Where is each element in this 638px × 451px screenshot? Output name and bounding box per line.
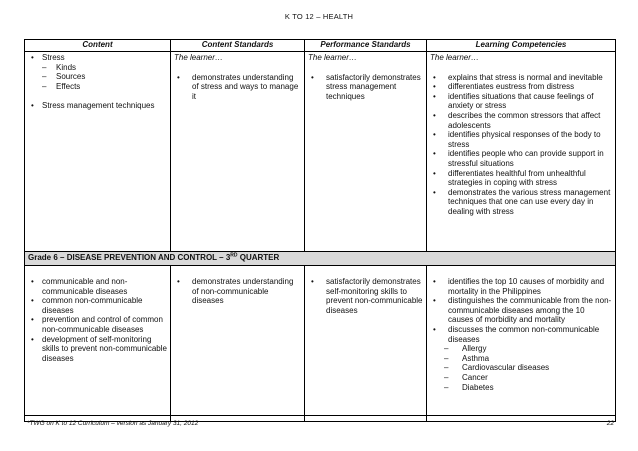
curriculum-table <box>24 39 616 422</box>
content-cell <box>25 52 171 252</box>
list-item: • demonstrates the various stress management techniques that one can use every day in dealing with stress <box>430 188 612 217</box>
content-standards-cell <box>171 52 305 252</box>
page-number: 22 <box>606 420 614 427</box>
list-item: – Cancer <box>430 373 612 383</box>
list-item: • explains that stress is normal and inevitable <box>430 73 612 83</box>
table-row <box>25 52 616 252</box>
list-item: – Effects <box>28 82 167 92</box>
page-title: K TO 12 – HEALTH <box>284 12 354 21</box>
list-item: • development of self-monitoring skills to prevent non-communicable diseases <box>28 335 167 364</box>
performance-standards-cell <box>305 266 427 422</box>
list-item: • identifies situations that cause feelings of anxiety or stress <box>430 92 612 111</box>
grade-section-heading <box>25 252 616 266</box>
list-item: – Asthma <box>430 354 612 364</box>
grade-section-row <box>25 252 616 266</box>
list-item: • Stress <box>28 53 167 63</box>
lead-text: The learner… <box>174 53 223 62</box>
footer-divider <box>24 415 615 416</box>
list-item: – Kinds <box>28 63 167 73</box>
table-row <box>25 266 616 422</box>
grade-heading-suffix: QUARTER <box>237 253 280 262</box>
list-item: – Sources <box>28 72 167 82</box>
list-item: • common non-communicable diseases <box>28 296 167 315</box>
list-item: – Cardiovascular diseases <box>430 363 612 373</box>
content-standards-cell <box>171 266 305 422</box>
list-item: – Allergy <box>430 344 612 354</box>
list-item: • differentiates healthful from unhealthful strategies in coping with stress <box>430 169 612 188</box>
list-item: • prevention and control of common non-communicable diseases <box>28 315 167 334</box>
column-header-content: Content <box>25 40 171 52</box>
lead-text: The learner… <box>308 53 357 62</box>
list-item: • identifies the top 10 causes of morbidity and mortality in the Philippines <box>430 277 612 296</box>
learning-competencies-cell <box>427 266 616 422</box>
grade-heading-sup: RD <box>230 252 238 259</box>
lead-text: The learner… <box>430 53 479 62</box>
list-item: • demonstrates understanding of stress and ways to manage it <box>174 73 301 102</box>
list-item: • demonstrates understanding of non-communicable diseases <box>174 277 301 306</box>
list-item: • satisfactorily demonstrates stress management techniques <box>308 73 423 102</box>
column-header-performance-standards: Performance Standards <box>305 40 427 52</box>
list-item: • describes the common stressors that affect adolescents <box>430 111 612 130</box>
performance-standards-cell <box>305 52 427 252</box>
list-item: • identifies physical responses of the body to stress <box>430 130 612 149</box>
column-header-learning-competencies: Learning Competencies <box>427 40 616 52</box>
table-header-row <box>25 40 616 52</box>
column-header-content-standards: Content Standards <box>171 40 305 52</box>
list-item: • Stress management techniques <box>28 101 167 111</box>
list-item: • communicable and non-communicable diseases <box>28 277 167 296</box>
list-item: • differentiates eustress from distress <box>430 82 612 92</box>
list-item: – Diabetes <box>430 383 612 393</box>
grade-heading-prefix: Grade 6 – DISEASE PREVENTION AND CONTROL – 3 <box>28 253 231 262</box>
footer-note: *TWG on K to 12 Curriculum – version as January 31, 2012 <box>27 420 199 427</box>
content-cell <box>25 266 171 422</box>
list-item: • satisfactorily demonstrates self-monitoring skills to prevent non-communicable diseases <box>308 277 423 315</box>
list-item: • identifies people who can provide support in stressful situations <box>430 149 612 168</box>
list-item: • discusses the common non-communicable diseases <box>430 325 612 344</box>
learning-competencies-cell <box>427 52 616 252</box>
list-item: • distinguishes the communicable from the non-communicable diseases among the 10 causes of morbidity and mortality <box>430 296 612 325</box>
